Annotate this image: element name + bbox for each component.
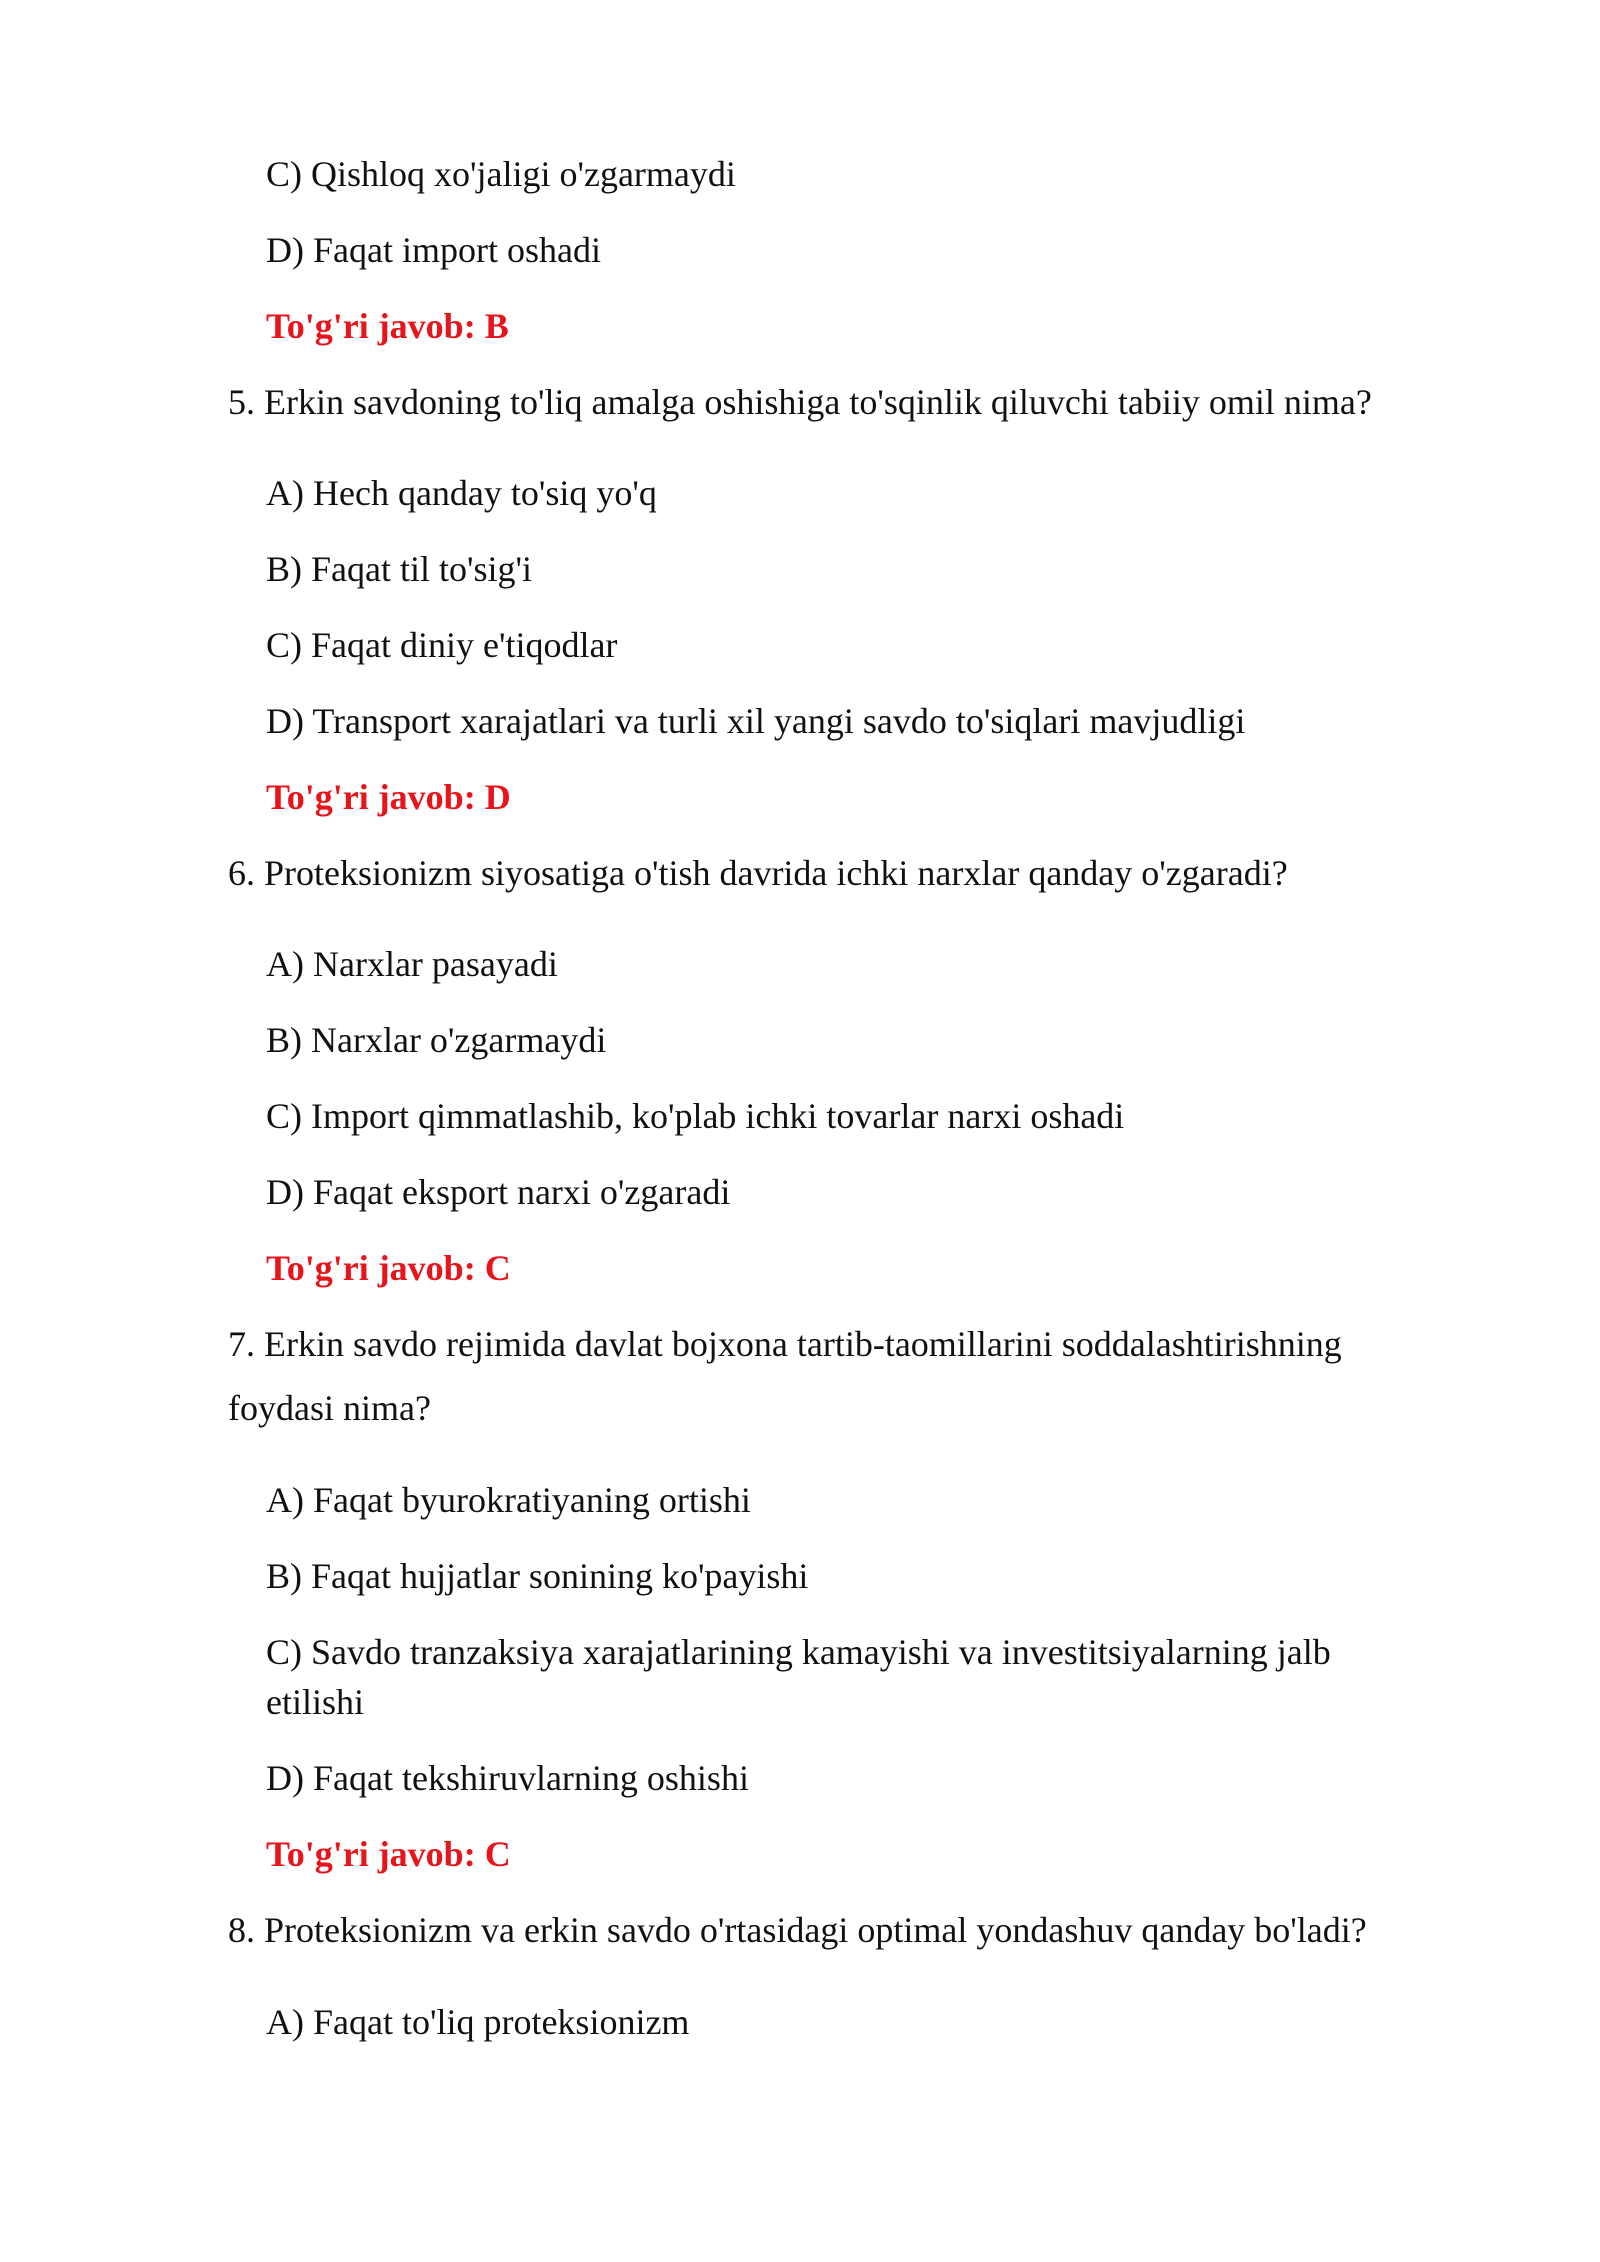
question-8: 8. Proteksionizm va erkin savdo o'rtasidagi optimal yondashuv qanday bo'ladi? [228,1910,1367,1950]
question-6: 6. Proteksionizm siyosatiga o'tish davrida ichki narxlar qanday o'zgaradi? [228,853,1288,893]
option-b-q6: B) Narxlar o'zgarmaydi [266,1020,607,1060]
option-c-q7-line1: C) Savdo tranzaksiya xarajatlarining kamayishi va investitsiyalarning jalb [266,1632,1331,1672]
option-d-q6: D) Faqat eksport narxi o'zgaradi [266,1172,731,1212]
option-c-q7-line2: etilishi [266,1682,364,1722]
option-a-q8: A) Faqat to'liq proteksionizm [266,2002,690,2042]
option-c-q6: C) Import qimmatlashib, ko'plab ichki tovarlar narxi oshadi [266,1096,1125,1136]
option-b-q7: B) Faqat hujjatlar sonining ko'payishi [266,1556,809,1596]
question-7-line2: foydasi nima? [228,1388,431,1428]
option-d-q4: D) Faqat import oshadi [266,230,601,270]
answer-q5: To'g'ri javob: D [266,777,511,817]
question-5: 5. Erkin savdoning to'liq amalga oshishiga to'sqinlik qiluvchi tabiiy omil nima? [228,382,1372,422]
option-d-q7: D) Faqat tekshiruvlarning oshishi [266,1758,749,1798]
option-a-q5: A) Hech qanday to'siq yo'q [266,473,657,513]
option-c-q5: C) Faqat diniy e'tiqodlar [266,625,618,665]
answer-q7: To'g'ri javob: C [266,1834,511,1874]
option-a-q6: A) Narxlar pasayadi [266,944,558,984]
option-a-q7: A) Faqat byurokratiyaning ortishi [266,1480,751,1520]
option-b-q5: B) Faqat til to'sig'i [266,549,532,589]
answer-q6: To'g'ri javob: C [266,1248,511,1288]
question-7-line1: 7. Erkin savdo rejimida davlat bojxona tartib-taomillarini soddalashtirishning [228,1324,1342,1364]
option-c-q4: C) Qishloq xo'jaligi o'zgarmaydi [266,154,736,194]
option-d-q5: D) Transport xarajatlari va turli xil yangi savdo to'siqlari mavjudligi [266,701,1246,741]
answer-q4: To'g'ri javob: B [266,306,509,346]
